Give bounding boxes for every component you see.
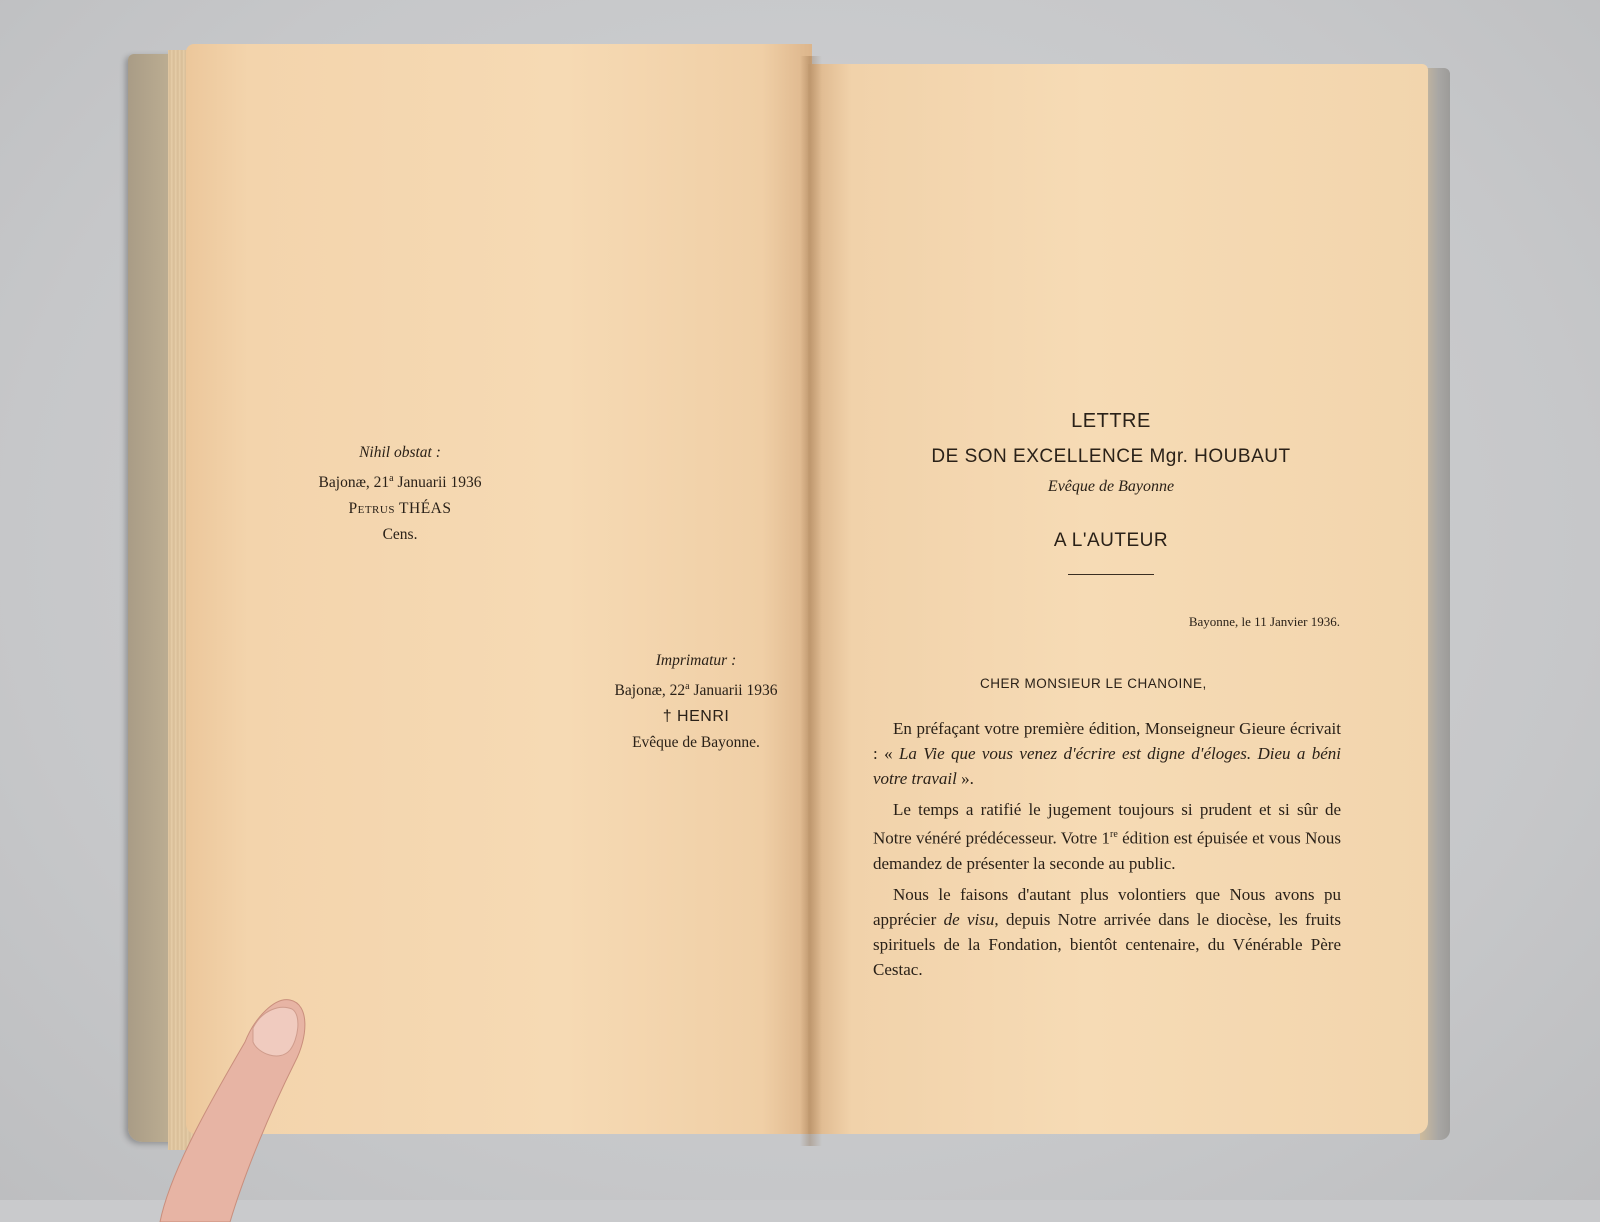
letter-heading-line1: LETTRE <box>1071 410 1151 432</box>
letter-heading-to-author: A L'AUTEUR <box>1053 530 1169 551</box>
nihil-date-sup: a <box>389 473 394 484</box>
p1-text-b: ». <box>956 769 974 788</box>
letter-heading-subtitle: Evêque de Bayonne <box>1047 478 1175 495</box>
letter-paragraph-3 <box>873 882 1341 982</box>
imprimatur-name: † HENRI <box>662 708 730 726</box>
p1-text-a: En préfaçant votre première édition, Monseigneur Gieure écrivait : « <box>873 719 1341 763</box>
nihil-obstat-block <box>300 440 500 548</box>
nihil-obstat-name: Petrus THÉAS <box>348 500 452 518</box>
imprimatur-date-post: Januarii 1936 <box>689 682 778 700</box>
nihil-obstat-role: Cens. <box>382 526 418 544</box>
nihil-date-post: Januarii 1936 <box>393 474 482 492</box>
letter-paragraph-2 <box>873 797 1341 876</box>
letter-dateline: Bayonne, le 11 Janvier 1936. <box>1188 614 1340 629</box>
letter-body <box>873 716 1341 988</box>
p1-quote: La Vie que vous venez d'écrire est digne d'éloges. Dieu a béni votre travail <box>873 744 1341 788</box>
p2-text-b: édition est épuisée et vous Nous demandez de présenter la seconde au public. <box>873 828 1341 873</box>
p3-italic: de visu <box>943 909 995 929</box>
nihil-obstat-place-date <box>300 466 500 496</box>
imprimatur-date-sup: a <box>685 681 690 692</box>
imprimatur-place-date <box>596 674 796 704</box>
imprimatur-block <box>596 648 796 756</box>
finger <box>150 992 310 1222</box>
nihil-date-pre: Bajonæ, 21 <box>318 474 390 492</box>
imprimatur-role: Evêque de Bayonne. <box>632 734 760 752</box>
p2-sup: re <box>1110 829 1118 840</box>
nihil-obstat-label: Nihil obstat : <box>359 444 441 461</box>
letter-salutation: CHER MONSIEUR LE CHANOINE, <box>980 676 1207 691</box>
p3-text-b: , depuis Notre arrivée dans le diocèse, les fruits spirituels de la Fondation, bientôt centenaire, du Vénérable Père Cestac. <box>873 909 1342 979</box>
book-gutter <box>800 56 822 1146</box>
heading-divider <box>1068 574 1154 575</box>
imprimatur-label: Imprimatur : <box>655 652 737 669</box>
letter-paragraph-1 <box>873 716 1341 791</box>
p3-text-a: Nous le faisons d'autant plus volontiers que Nous avons pu apprécier <box>873 884 1341 929</box>
left-page <box>186 44 812 1134</box>
imprimatur-date-pre: Bajonæ, 22 <box>614 682 686 700</box>
letter-heading-line2: DE SON EXCELLENCE Mgr. HOUBAUT <box>931 446 1291 467</box>
p2-text-a: Le temps a ratifié le jugement toujours si prudent et si sûr de Notre vénéré prédécesseur. Votre 1 <box>873 800 1341 848</box>
